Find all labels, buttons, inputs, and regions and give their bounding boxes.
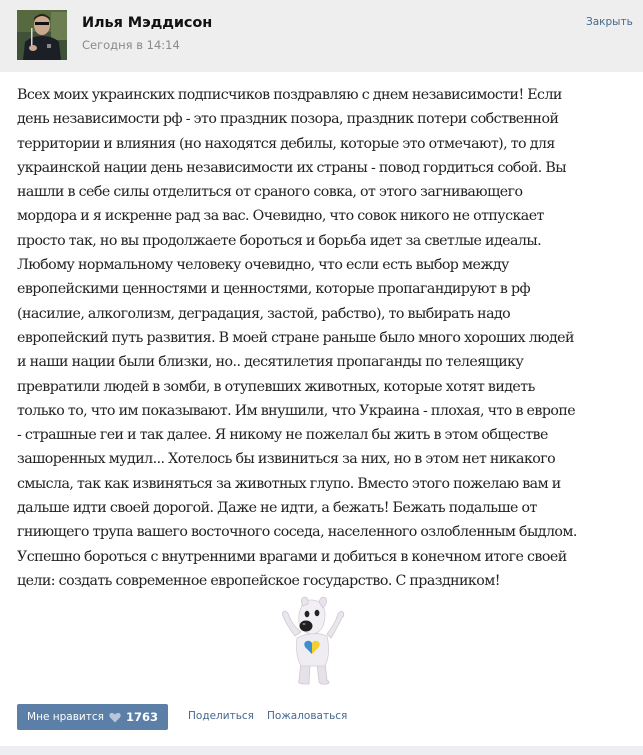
post-text-line: зашоренных мудил... Хотелось бы извиниться за них, но в этом нет никакого	[17, 451, 556, 468]
post-text-line: цели: создать современное европейское государство. С праздником!	[17, 572, 500, 589]
post-text-line: смысла, так как извиняться за животных глупо. Вместо этого пожелаю вам и	[17, 475, 561, 492]
share-button[interactable]: Поделиться	[188, 710, 254, 722]
post-text-line: только то, что им показывают. Им внушили, что Украина - плохая, что в европе	[17, 402, 576, 419]
post-text-line: Всех моих украинских подписчиков поздравляю с днем независимости! Если	[17, 87, 562, 103]
post-text-line: гниющего трупа вашего восточного соседа, населенного озлобленным быдлом.	[17, 524, 577, 541]
like-count: 1763	[125, 710, 158, 724]
post-text-line: превратили людей в зомби, в отупевших животных, которые хотят видеть	[17, 378, 535, 395]
post-text-line: и наши нации были близки, но.. десятилетия пропаганды по телеящику	[17, 354, 524, 371]
post-text-line: украинской нации день независимости их страны - повод гордиться собой. Вы	[17, 159, 566, 176]
post-text-line: (насилие, алкоголизм, деградация, застой, рабство), то выбирать надо	[17, 305, 511, 322]
post-text-line: дальше идти своей дорогой. Даже не идти, а бежать! Бежать подальше от	[17, 500, 537, 517]
avatar-photo-icon	[17, 10, 67, 60]
post-text	[17, 83, 629, 593]
post-text-line: нашли в себе силы отделиться от сраного совка, от этого загнивающего	[17, 184, 523, 201]
post-text-line: Любому нормальному человеку очевидно, что если есть выбор между	[17, 257, 509, 274]
post-text-line: день независимости рф - это праздник позора, праздник потери собственной	[17, 111, 559, 128]
author-avatar[interactable]	[17, 10, 67, 60]
post-text-line: европейскими ценностями и ценностями, которые пропагандируют в рф	[17, 281, 531, 298]
post-text-line: Успешно бороться с внутренними врагами и добиться в конечном итоге своей	[17, 548, 567, 565]
report-button[interactable]: Пожаловаться	[267, 710, 348, 722]
post-date[interactable]: Сегодня в 14:14	[82, 38, 180, 52]
like-button[interactable]	[17, 704, 168, 730]
like-label: Мне нравится	[27, 711, 104, 723]
post-text-line: просто так, но вы продолжаете бороться и борьба идет за светлые идеалы.	[17, 232, 542, 249]
footer-divider	[0, 746, 643, 755]
author-name[interactable]: Илья Мэддисон	[82, 15, 213, 31]
heart-icon	[109, 712, 121, 723]
post-header	[0, 0, 643, 72]
close-button[interactable]: Закрыть	[586, 16, 633, 28]
dog-mascot-sticker-icon	[275, 596, 350, 688]
post-text-line: мордора и я искренне рад за вас. Очевидно, что совок никого не отпускает	[17, 208, 544, 225]
post-text-line: - страшные геи и так далее. Я никому не пожелал бы жить в этом обществе	[17, 427, 548, 444]
post-text-line: европейский путь развития. В моей стране раньше было много хороших людей	[17, 329, 574, 346]
post-text-line: территории и влияния (но находятся дебилы, которые это отмечают), то для	[17, 135, 555, 152]
